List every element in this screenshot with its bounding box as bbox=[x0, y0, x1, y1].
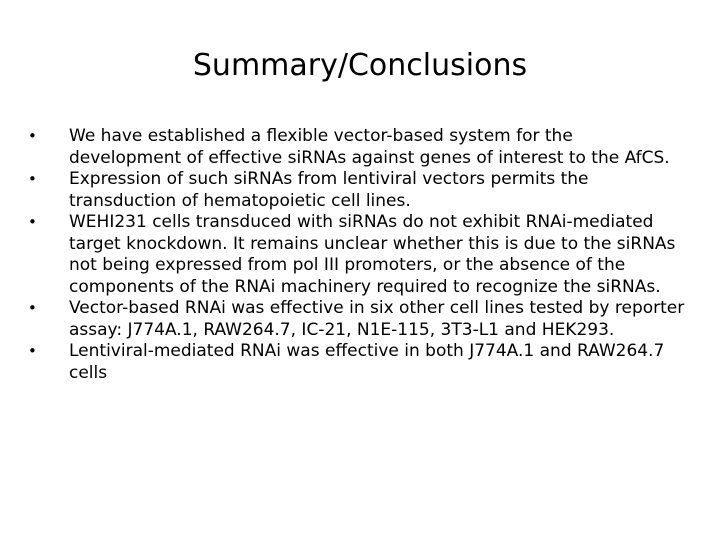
bullet-item-wehi231-result bbox=[28, 212, 688, 298]
bullet-icon: • bbox=[28, 342, 37, 360]
bullet-icon: • bbox=[28, 299, 37, 317]
bullet-item-established-system bbox=[28, 126, 688, 169]
bullet-icon: • bbox=[28, 213, 37, 231]
slide-title: Summary/Conclusions bbox=[192, 48, 528, 83]
bullet-text: WEHI231 cells transduced with siRNAs do not exhibit RNAi-mediated target knockdown. It remains unclear whether this is due to the siRNAs not being expressed from pol III promoters, or the absence of the components of the RNAi machinery required to recognize the siRNAs. bbox=[69, 212, 676, 297]
bullet-text: Vector-based RNAi was effective in six other cell lines tested by reporter assay: J774A.1, RAW264.7, IC-21, N1E-115, 3T3-L1 and HEK293. bbox=[69, 298, 685, 340]
bullet-item-lentiviral-expression bbox=[28, 169, 688, 212]
bullet-item-lentiviral-rnai bbox=[28, 341, 688, 384]
bullet-text: Lentiviral-mediated RNAi was effective in both J774A.1 and RAW264.7 cells bbox=[69, 341, 665, 383]
bullet-text: Expression of such siRNAs from lentiviral vectors permits the transduction of hematopoietic cell lines. bbox=[69, 169, 589, 211]
bullet-text: We have established a flexible vector-based system for the development of effective siRNAs against genes of interest to the AfCS. bbox=[69, 126, 670, 168]
bullet-icon: • bbox=[28, 170, 37, 188]
bullet-item-vector-based-rnai bbox=[28, 298, 688, 341]
bullet-list bbox=[28, 126, 688, 384]
bullet-icon: • bbox=[28, 127, 37, 145]
